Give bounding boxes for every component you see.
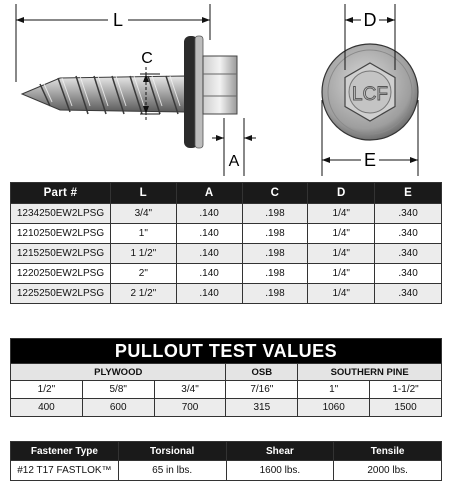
- size-cell: 1-1/2": [370, 381, 442, 399]
- cell-part-number: 1234250EW2LPSG: [11, 204, 111, 224]
- table-row: [11, 244, 442, 264]
- pullout-title: PULLOUT TEST VALUES: [11, 339, 442, 364]
- header-l: L: [110, 183, 176, 204]
- header-c: C: [242, 183, 308, 204]
- fastener-header-row: [11, 442, 442, 461]
- cell-e: .340: [375, 264, 442, 284]
- cell-d: 1/4": [308, 204, 375, 224]
- value-cell: 700: [154, 399, 226, 417]
- cell-l: 2": [110, 264, 176, 284]
- pullout-title-row: [11, 339, 442, 364]
- table-row: [11, 224, 442, 244]
- head-logo: LCF: [352, 84, 388, 105]
- dimension-label-c: C: [141, 50, 153, 67]
- group-southern-pine: SOUTHERN PINE: [298, 364, 442, 381]
- fastener-strength-table: [10, 441, 442, 481]
- header-tensile: Tensile: [334, 442, 442, 461]
- cell-fastener-type: #12 T17 FASTLOK™: [11, 461, 119, 481]
- dimension-label-l: L: [112, 10, 124, 30]
- value-cell: 315: [226, 399, 298, 417]
- pullout-value-row: [11, 399, 442, 417]
- cell-a: .140: [176, 284, 242, 304]
- table-row: [11, 204, 442, 224]
- header-d: D: [308, 183, 375, 204]
- cell-l: 2 1/2": [110, 284, 176, 304]
- cell-a: .140: [176, 264, 242, 284]
- dimension-a: [212, 118, 256, 176]
- dimensions-table: [10, 182, 442, 304]
- cell-c: .198: [242, 284, 308, 304]
- cell-d: 1/4": [308, 284, 375, 304]
- cell-part-number: 1225250EW2LPSG: [11, 284, 111, 304]
- cell-tensile: 2000 lbs.: [334, 461, 442, 481]
- table-header-row: [11, 183, 442, 204]
- pullout-size-row: [11, 381, 442, 399]
- pullout-group-row: [11, 364, 442, 381]
- cell-e: .340: [375, 284, 442, 304]
- cell-a: .140: [176, 244, 242, 264]
- table-row: [11, 284, 442, 304]
- screw-hex-head: [203, 56, 237, 114]
- dimension-label-d: D: [363, 10, 377, 30]
- cell-torsional: 65 in lbs.: [118, 461, 226, 481]
- screw-washer: [184, 36, 203, 148]
- value-cell: 400: [11, 399, 83, 417]
- cell-d: 1/4": [308, 244, 375, 264]
- screw-shank: [22, 76, 185, 114]
- cell-e: .340: [375, 224, 442, 244]
- header-e: E: [375, 183, 442, 204]
- cell-part-number: 1215250EW2LPSG: [11, 244, 111, 264]
- size-cell: 3/4": [154, 381, 226, 399]
- cell-c: .198: [242, 204, 308, 224]
- table-row: [11, 264, 442, 284]
- cell-l: 1 1/2": [110, 244, 176, 264]
- cell-d: 1/4": [308, 224, 375, 244]
- dimension-label-e: E: [363, 150, 377, 170]
- value-cell: 600: [82, 399, 154, 417]
- cell-e: .340: [375, 204, 442, 224]
- value-cell: 1500: [370, 399, 442, 417]
- size-cell: 1/2": [11, 381, 83, 399]
- header-torsional: Torsional: [118, 442, 226, 461]
- header-shear: Shear: [226, 442, 334, 461]
- value-cell: 1060: [298, 399, 370, 417]
- cell-d: 1/4": [308, 264, 375, 284]
- cell-shear: 1600 lbs.: [226, 461, 334, 481]
- screw-technical-drawing: [0, 0, 453, 180]
- screw-head-top-view: [322, 44, 418, 140]
- header-fastener-type: Fastener Type: [11, 442, 119, 461]
- cell-e: .340: [375, 244, 442, 264]
- cell-c: .198: [242, 244, 308, 264]
- header-part-number: Part #: [11, 183, 111, 204]
- group-plywood: PLYWOOD: [11, 364, 226, 381]
- fastener-row: [11, 461, 442, 481]
- pullout-test-table: [10, 338, 442, 417]
- size-cell: 5/8": [82, 381, 154, 399]
- cell-l: 1": [110, 224, 176, 244]
- cell-c: .198: [242, 224, 308, 244]
- group-osb: OSB: [226, 364, 298, 381]
- size-cell: 7/16": [226, 381, 298, 399]
- dimension-label-a: A: [228, 153, 240, 170]
- dimension-l: [16, 4, 210, 82]
- cell-a: .140: [176, 224, 242, 244]
- cell-a: .140: [176, 204, 242, 224]
- cell-c: .198: [242, 264, 308, 284]
- size-cell: 1": [298, 381, 370, 399]
- cell-part-number: 1210250EW2LPSG: [11, 224, 111, 244]
- header-a: A: [176, 183, 242, 204]
- cell-part-number: 1220250EW2LPSG: [11, 264, 111, 284]
- cell-l: 3/4": [110, 204, 176, 224]
